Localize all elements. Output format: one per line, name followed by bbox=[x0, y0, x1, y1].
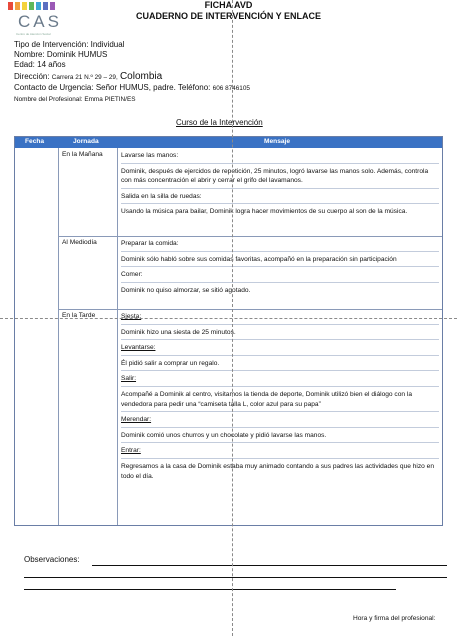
task-note: Dominik comió unos churros y un chocolate y pidió lavarse las manos. bbox=[121, 431, 439, 444]
observaciones-line[interactable] bbox=[92, 565, 447, 566]
observaciones-line[interactable] bbox=[24, 577, 447, 578]
logo-tagline: Centro de Atención Social bbox=[16, 32, 51, 36]
row-divider bbox=[58, 309, 442, 310]
task-label: Lavarse las manos: bbox=[121, 151, 439, 164]
emergency-contact bbox=[14, 83, 250, 92]
form-subtitle: CUADERNO DE INTERVENCIÓN Y ENLACE bbox=[135, 11, 322, 21]
message-afternoon bbox=[121, 312, 439, 486]
course-title: Curso de la Intervención bbox=[176, 118, 263, 127]
task-note: Acompañé a Dominik al centro, visitamos la tienda de deporte, Dominik utilizó bien el diálogo con la vendedora para pedir una “camiseta talla L, color azul para su papa” bbox=[121, 390, 439, 412]
emergency-label: Contacto de Urgencia: Señor HUMUS, padre. Teléfono: bbox=[14, 83, 211, 92]
address-country: Colombia bbox=[119, 71, 163, 82]
address-value: Carrera 21 N.º 29 – 29, bbox=[51, 74, 118, 81]
form-title: FICHA AVD bbox=[204, 0, 253, 10]
emergency-phone: 606 8746105 bbox=[212, 85, 250, 92]
task-label: Levantarse: bbox=[121, 343, 439, 356]
task-note: Dominik, después de ejercidos de repetición, 25 minutos, logró lavarse las manos solo. Además, controla con más concentración el abrir y cerrar el grifo del lavamanos. bbox=[121, 167, 439, 189]
row-divider bbox=[58, 236, 442, 237]
patient-address bbox=[14, 71, 162, 82]
task-label: Salir: bbox=[121, 374, 439, 387]
observaciones-label: Observaciones: bbox=[24, 555, 80, 564]
jornada-morning: En la Mañana bbox=[62, 151, 103, 158]
task-note: Dominik sólo habló sobre sus comidas favoritas, acompañó en la preparación sin participación bbox=[121, 255, 439, 268]
task-label: Merendar: bbox=[121, 415, 439, 428]
signature-label: Hora y firma del profesional: bbox=[353, 615, 436, 622]
task-label: Comer: bbox=[121, 270, 439, 283]
column-divider bbox=[117, 148, 118, 525]
header-mensaje: Mensaje bbox=[264, 138, 291, 145]
task-label: Siesta: bbox=[121, 312, 439, 325]
task-note: Él pidió salir a comprar un regalo. bbox=[121, 359, 439, 372]
message-noon bbox=[121, 239, 439, 300]
table-header bbox=[15, 137, 442, 148]
patient-age: Edad: 14 años bbox=[14, 60, 66, 69]
task-note: Dominik hizo una siesta de 25 minutos. bbox=[121, 328, 439, 341]
header-jornada: Jornada bbox=[73, 138, 99, 145]
task-label: Entrar: bbox=[121, 446, 439, 459]
task-note: Usando la música para bailar, Dominik logra hacer movimientos de su cuerpo al son de la música. bbox=[121, 208, 408, 216]
message-morning bbox=[121, 151, 439, 222]
address-label: Dirección: bbox=[14, 72, 52, 81]
layout-guide-horizontal bbox=[0, 318, 457, 319]
logo-text: CAS bbox=[18, 12, 62, 31]
jornada-noon: Al Mediodía bbox=[62, 239, 97, 246]
intervention-table bbox=[14, 136, 443, 526]
task-note: Dominik no quiso almorzar, se sitió agotado. bbox=[121, 286, 251, 294]
task-label: Preparar la comida: bbox=[121, 239, 439, 252]
header-fecha: Fecha bbox=[25, 138, 45, 145]
task-label: Salida en la silla de ruedas: bbox=[121, 192, 439, 205]
observaciones-line[interactable] bbox=[24, 589, 396, 590]
column-divider bbox=[58, 148, 59, 525]
intervention-type: Tipo de Intervención: Individual bbox=[14, 40, 125, 49]
jornada-afternoon: En la Tarde bbox=[62, 312, 96, 319]
professional-name: Nombre del Profesional: Emma PIETIN/ES bbox=[14, 96, 136, 103]
patient-name: Nombre: Dominik HUMUS bbox=[14, 50, 108, 59]
task-note: Regresamos a la casa de Dominik estaba muy animado contando a sus padres las actividades que hizo en todo el día. bbox=[121, 462, 435, 480]
